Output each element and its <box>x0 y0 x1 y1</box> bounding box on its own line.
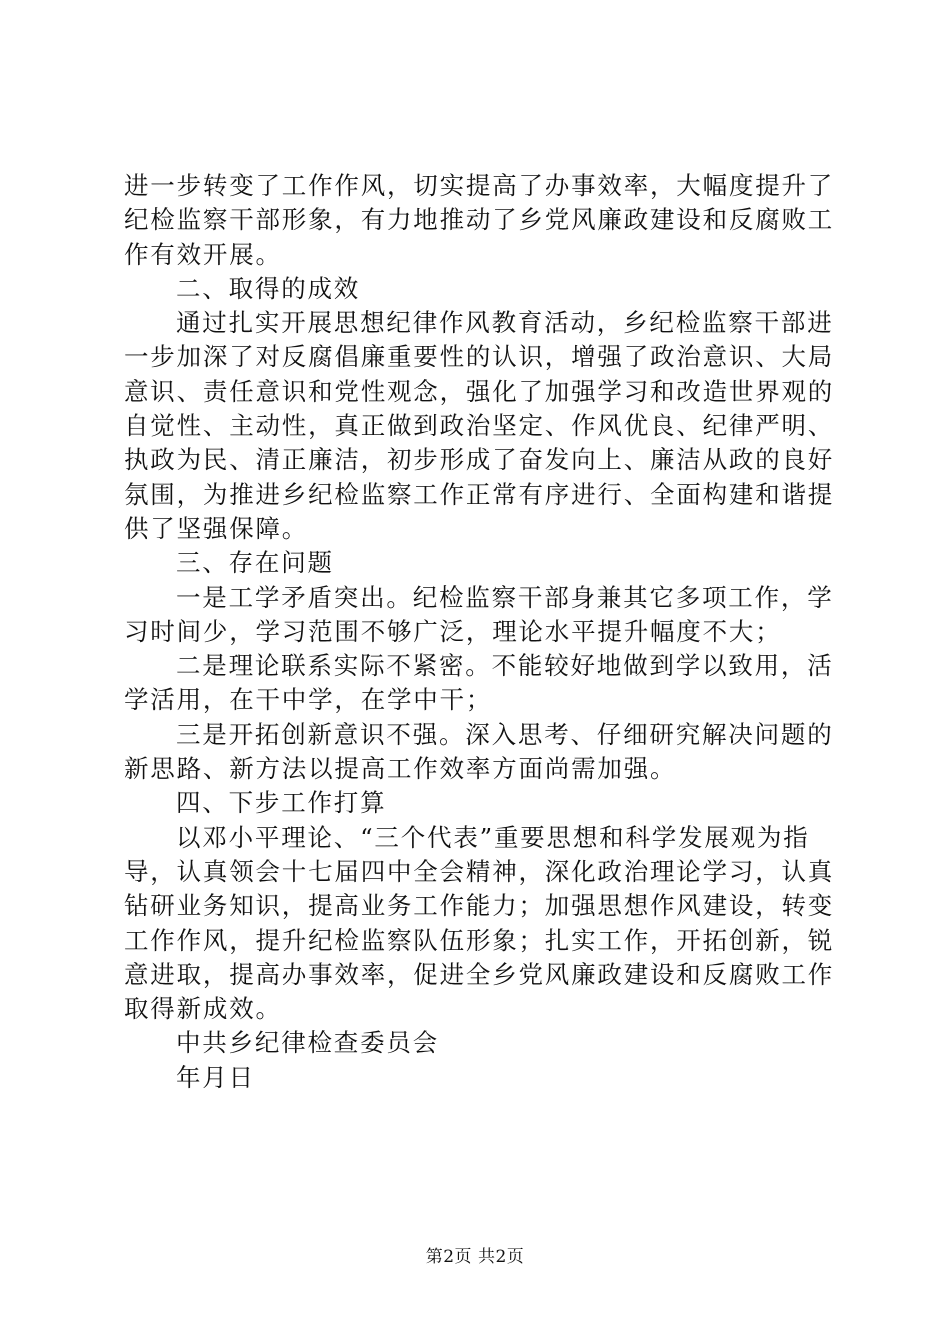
text-line: 以邓小平理论、“三个代表”重要思想和科学发展观为指 <box>176 822 810 852</box>
document-body <box>124 169 836 1095</box>
text-line: 自觉性、主动性，真正做到政治坚定、作风优良、纪律严明、 <box>124 411 835 441</box>
text-line: 工作作风，提升纪检监察队伍形象；扎实工作，开拓创新，锐 <box>124 925 835 955</box>
text-line: 新思路、新方法以提高工作效率方面尚需加强。 <box>124 754 677 784</box>
page-number-footer: 第2页 共2页 <box>425 1247 525 1267</box>
text-line: 习时间少，学习范围不够广泛，理论水平提升幅度不大； <box>124 616 782 646</box>
text-line: 进一步转变了工作作风，切实提高了办事效率，大幅度提升了 <box>124 171 835 200</box>
text-line: 作有效开展。 <box>124 239 282 269</box>
text-line: 意识、责任意识和党性观念，强化了加强学习和改造世界观的 <box>124 376 835 406</box>
text-line: 钻研业务知识，提高业务工作能力；加强思想作风建设，转变 <box>124 891 835 921</box>
text-line: 二是理论联系实际不紧密。不能较好地做到学以致用，活 <box>176 651 834 681</box>
text-line: 三、存在问题 <box>176 548 334 578</box>
text-line: 中共乡纪律检查委员会 <box>176 1028 439 1058</box>
text-line: 意进取，提高办事效率，促进全乡党风廉政建设和反腐败工作 <box>124 959 835 989</box>
text-line: 供了坚强保障。 <box>124 513 309 543</box>
text-line: 执政为民、清正廉洁，初步形成了奋发向上、廉洁从政的良好 <box>124 445 835 475</box>
text-line: 学活用，在干中学，在学中干； <box>124 685 493 715</box>
text-line: 二、取得的成效 <box>176 273 361 303</box>
text-line: 取得新成效。 <box>124 994 282 1024</box>
text-line: 一是工学矛盾突出。纪检监察干部身兼其它多项工作，学 <box>176 582 834 612</box>
text-line: 氛围，为推进乡纪检监察工作正常有序进行、全面构建和谐提 <box>124 479 835 509</box>
text-line: 四、下步工作打算 <box>176 788 387 818</box>
text-line: 三是开拓创新意识不强。深入思考、仔细研究解决问题的 <box>176 719 834 749</box>
text-line: 纪检监察干部形象，有力地推动了乡党风廉政建设和反腐败工 <box>124 205 835 235</box>
text-line: 导，认真领会十七届四中全会精神，深化政治理论学习，认真 <box>124 856 835 886</box>
text-line: 通过扎实开展思想纪律作风教育活动，乡纪检监察干部进 <box>176 308 834 338</box>
text-line: 一步加深了对反腐倡廉重要性的认识，增强了政治意识、大局 <box>124 342 835 372</box>
text-line: 年月日 <box>176 1062 255 1092</box>
